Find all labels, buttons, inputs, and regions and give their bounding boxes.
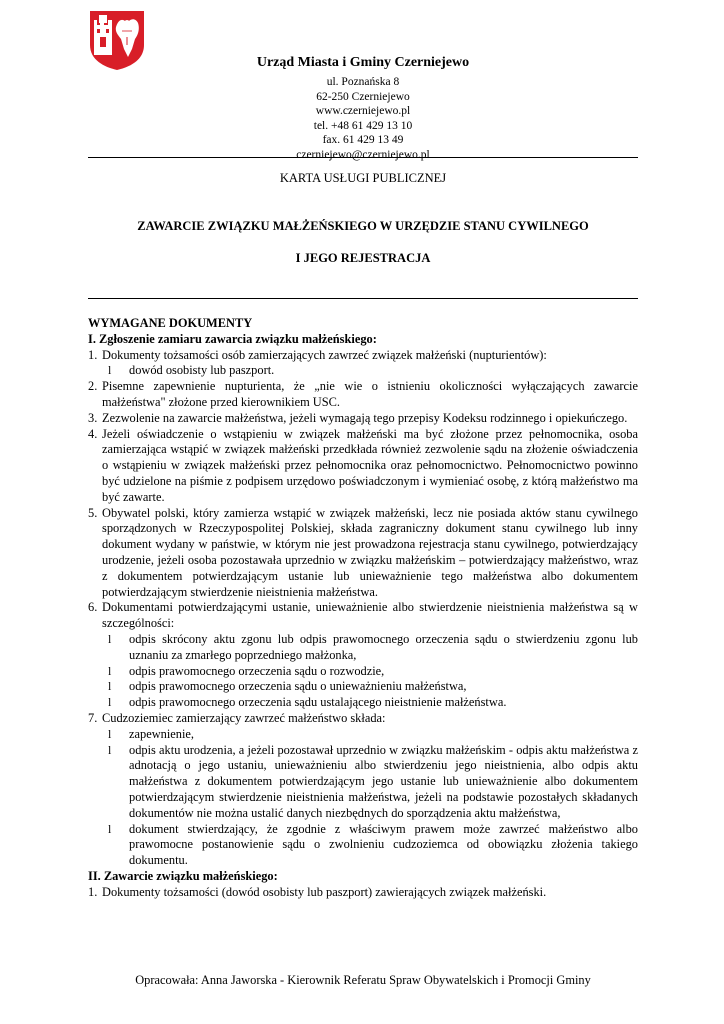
part-2-heading: II. Zawarcie związku małżeńskiego: [88,868,278,883]
bullet-icon: l [108,726,112,741]
bullet-item: l odpis prawomocnego orzeczenia sądu o rozwodzie, [102,664,638,680]
bullet-icon: l [108,679,112,694]
address-line: 62-250 Czerniejewo [316,90,410,103]
service-title-line-2: I JEGO REJESTRACJA [295,251,431,265]
document-body [88,316,638,900]
card-title: KARTA USŁUGI PUBLICZNEJ [279,171,447,185]
bullet-item: l dowód osobisty lub paszport. [102,363,638,379]
bullet-icon: l [108,695,112,710]
part-1-heading: I. Zgłoszenie zamiaru zawarcia związku małżeńskiego: [88,331,377,346]
bullet-icon: l [108,663,112,678]
bullet-icon: l [108,631,112,646]
bullet-item: l odpis aktu urodzenia, a jeżeli pozostawał uprzednio w związku małżeńskim - odpis aktu małżeństwa z adnotacją o jego ustaniu, unieważnieniu albo stwierdzeniu jego nieistnienia, albo odpis aktu małżeństwa z dokumentem potwierdzającym jego ustanie lub unieważnienie albo dokumentem potwierdzającym stwierdzenie nieistnienia małżeństwa, jeżeli na podstawie pozostałych składanych dokumentów nie można ustalić danych niezbędnych do sporządzenia aktu małżeństwa, [102,743,638,822]
email-line: czerniejewo@czerniejewo.pl [296,148,430,161]
bullet-icon: l [108,742,112,757]
list-item: 2. Pisemne zapewnienie nupturienta, że „nie wie o istnieniu okoliczności wyłączających zawarcie małżeństwa" złożone przed kierownikiem USC. [88,379,638,409]
bullet-item: l odpis prawomocnego orzeczenia sądu ustalającego nieistnienie małżeństwa. [102,695,638,711]
bullet-icon: l [108,821,112,836]
address-line: ul. Poznańska 8 [326,76,400,88]
bullet-item: l zapewnienie, [102,727,638,743]
bullet-item: l odpis prawomocnego orzeczenia sądu o unieważnieniu małżeństwa, [102,679,638,695]
phone-line: tel. +48 61 429 13 10 [313,119,413,132]
service-title-line-1: ZAWARCIE ZWIĄZKU MAŁŻEŃSKIEGO W URZĘDZIE STANU CYWILNEGO [137,219,589,233]
fax-line: fax. 61 429 13 49 [322,134,404,147]
bullet-item: l dokument stwierdzający, że zgodnie z właściwym prawem może zawrzeć małżeństwo albo prawomocne postanowienie sądu o zwolnieniu cudzoziemca od obowiązku złożenia takiego dokumentu. [102,822,638,869]
list-item: 1. Dokumenty tożsamości (dowód osobisty lub paszport) zawierających związek małżeński. [88,884,547,899]
list-item: 5. Obywatel polski, który zamierza wstąpić w związek małżeński, lecz nie posiada aktów stanu cywilnego sporządzonych w Rzeczypospolitej Polskiej, składa zagraniczny dokument stanu cywilnego lub inny dokument wydany w państwie, w którym nie jest prowadzona rejestracja stanu cywilnego, potwierdzający urodzenie, jeżeli osoba pozostawała uprzednio w związku małżeńskim – potwierdzający małżeństwo, wraz z dokumentem potwierdzającym ustanie lub unieważnienie tego małżeństwa albo dokumentem potwierdzającym stwierdzenie nieistnienia małżeństwa. [88,505,638,599]
header-divider [88,157,638,158]
list-item: 7. Cudzoziemiec zamierzający zawrzeć małżeństwo składa: [88,710,386,725]
letterhead [88,55,638,163]
footer-author: Opracowała: Anna Jaworska - Kierownik Referatu Spraw Obywatelskich i Promocji Gminy [135,973,591,987]
title-divider [88,298,638,299]
list-item: 6. Dokumentami potwierdzającymi ustanie, unieważnienie albo stwierdzenie nieistnienia małżeństwa są w szczególności: [88,600,638,631]
list-item: 1. Dokumenty tożsamości osób zamierzających zawrzeć związek małżeński (nupturientów): [88,347,547,362]
website-line: www.czerniejewo.pl [315,105,411,118]
office-name: Urząd Miasta i Gminy Czerniejewo [256,55,470,70]
bullet-icon: l [108,363,112,378]
section-heading: WYMAGANE DOKUMENTY [88,316,253,330]
bullet-item: l odpis skrócony aktu zgonu lub odpis prawomocnego orzeczenia sądu o stwierdzeniu zgonu lub uznaniu za zmarłego poprzedniego małżonka, [102,632,638,664]
list-item: 3. Zezwolenie na zawarcie małżeństwa, jeżeli wymagają tego przepisy Kodeksu rodzinnego i opiekuńczego. [88,410,628,425]
list-item: 4. Jeżeli oświadczenie o wstąpieniu w związek małżeński ma być złożone przez pełnomocnika, osoba zamierzająca wstąpić w związek małżeński przedkłada również zezwolenie sądu na złożenie oświadczenia o wstąpieniu w związek małżeński przez pełnomocnika oraz pełnomocnictwo. Pełnomocnictwo powinno być udzielone na piśmie z podpisem urzędowo poświadczonym i wymieniać osobę, z którą małżeństwo ma być zawarte. [88,426,638,504]
